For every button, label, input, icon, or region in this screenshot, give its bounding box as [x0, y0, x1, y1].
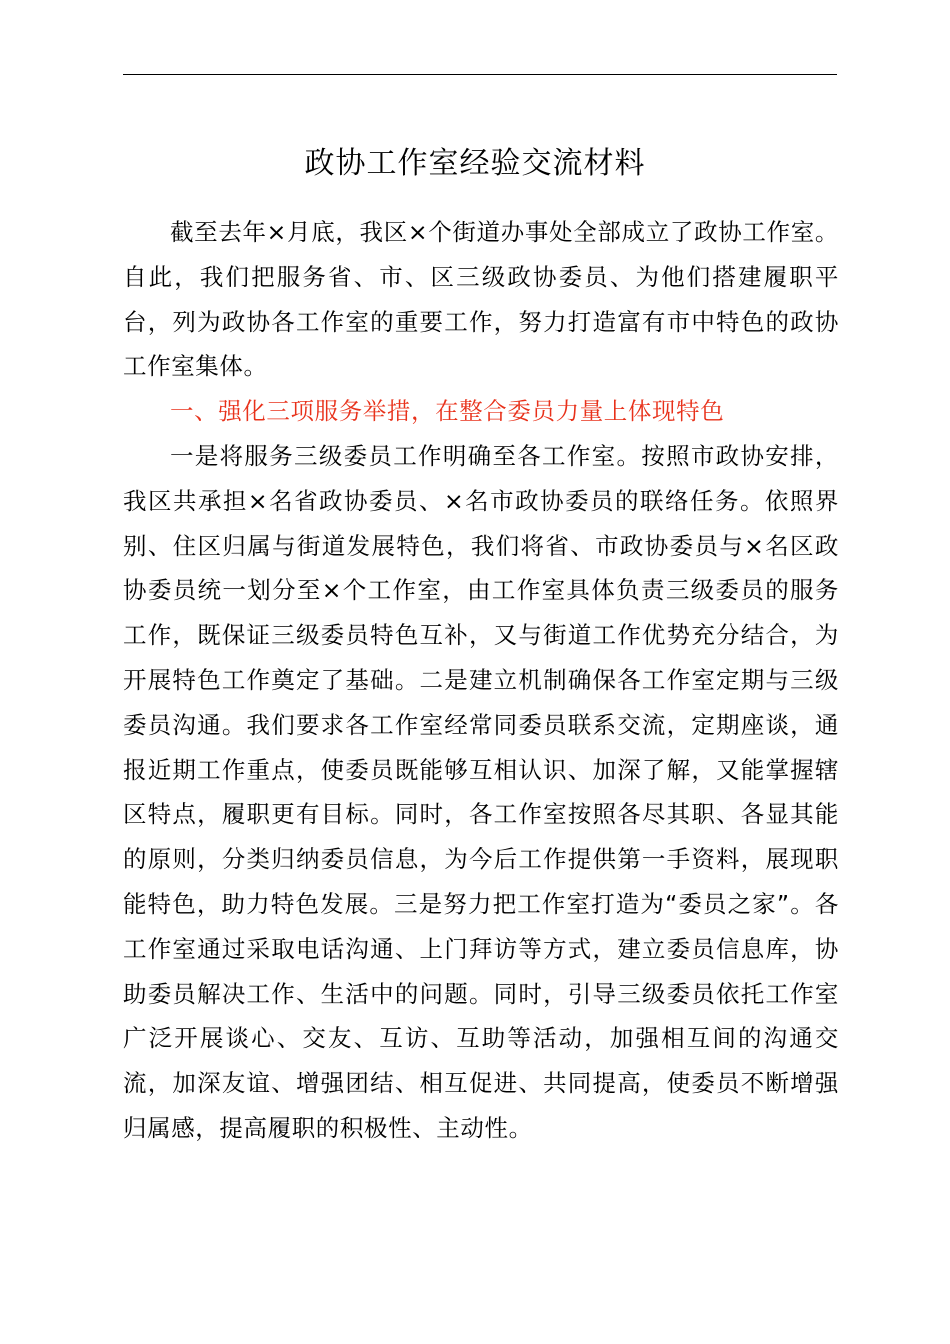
document-title: 政协工作室经验交流材料	[304, 146, 646, 181]
header-rule	[123, 74, 837, 75]
document-body	[123, 210, 839, 1151]
intro-paragraph: 截至去年×月底，我区×个街道办事处全部成立了政协工作室。自此，我们把服务省、市、区三级政协委员、为他们搭建履职平台，列为政协各工作室的重要工作，努力打造富有市中特色的政协工作室集体。	[123, 218, 839, 381]
section-body-paragraph: 一是将服务三级委员工作明确至各工作室。按照市政协安排，我区共承担×名省政协委员、×名市政协委员的联络任务。依照界别、住区归属与街道发展特色，我们将省、市政协委员与×名区政协委员统一划分至×个工作室，由工作室具体负责三级委员的服务工作，既保证三级委员特色互补，又与街道工作优势充分结合，为开展特色工作奠定了基础。二是建立机制确保各工作室定期与三级委员沟通。我们要求各工作室经常同委员联系交流，定期座谈，通报近期工作重点，使委员既能够互相认识、加深了解，又能掌握辖区特点，履职更有目标。同时，各工作室按照各尽其职、各显其能的原则，分类归纳委员信息，为今后工作提供第一手资料，展现职能特色，助力特色发展。三是努力把工作室打造为“委员之家”。各工作室通过采取电话沟通、上门拜访等方式，建立委员信息库，协助委员解决工作、生活中的问题。同时，引导三级委员依托工作室广泛开展谈心、交友、互访、互助等活动，加强相互间的沟通交流，加深友谊、增强团结、相互促进、共同提高，使委员不断增强归属感，提高履职的积极性、主动性。	[123, 441, 839, 1142]
section-heading: 一、强化三项服务举措，在整合委员力量上体现特色	[170, 397, 725, 426]
